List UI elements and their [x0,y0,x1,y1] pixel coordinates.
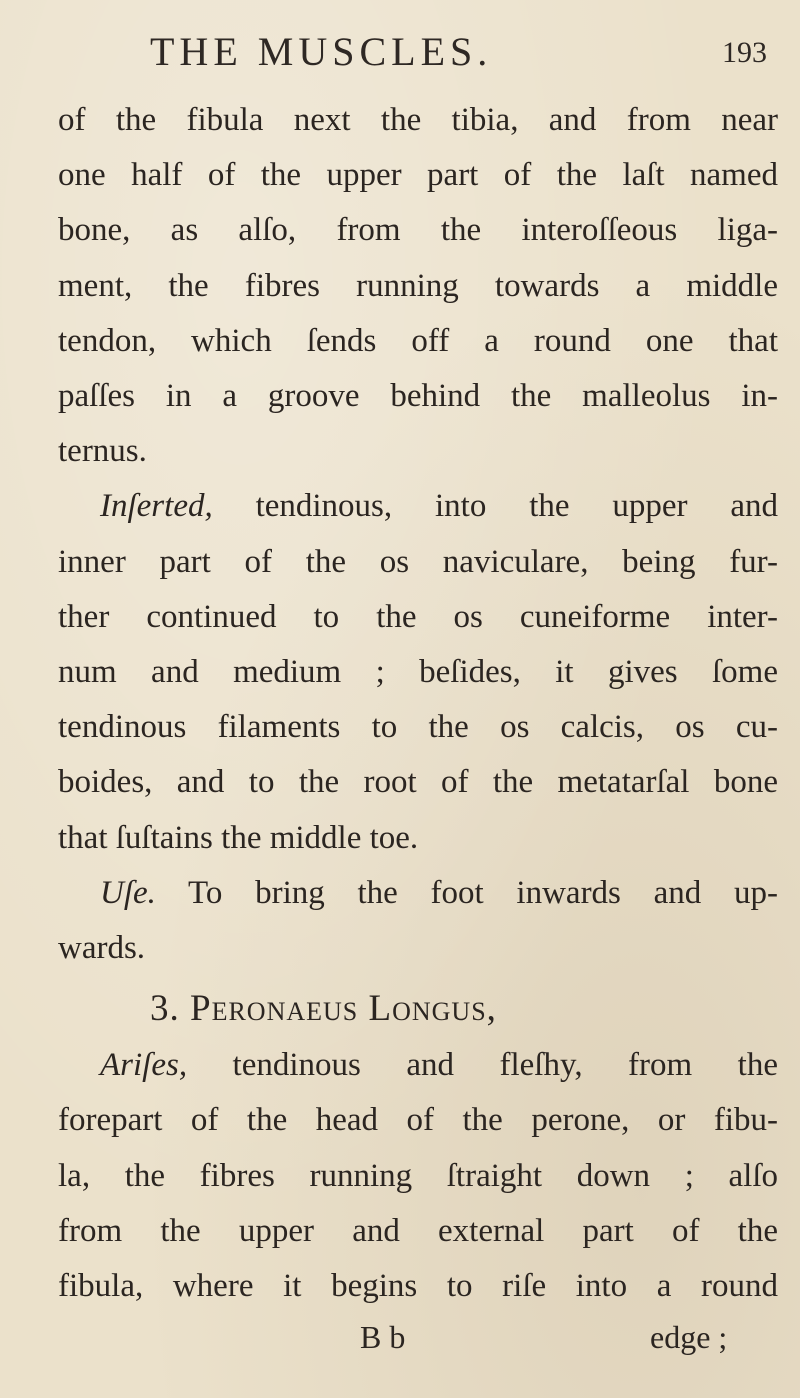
section-number: 3. [150,988,180,1029]
text-line: that ſuſtains the middle toe. [58,820,419,856]
text-span: tendinous, into the upper and [212,488,778,524]
text-line: ment, the fibres running towards a middle [58,268,778,304]
text-line: one half of the upper part of the laſt named [58,157,778,193]
text-line: num and medium ; beſides, it gives ſome [58,654,778,690]
text-line: la, the fibres running ſtraight down ; alſo [58,1158,778,1194]
text-line: of the fibula next the tibia, and from near [58,102,778,138]
text-line: bone, as alſo, from the interoſſeous liga- [58,212,778,248]
signature-mark: B b [360,1319,406,1355]
inserted-label: Inſerted, [100,488,213,524]
text-line: forepart of the head of the perone, or fibu- [58,1102,778,1138]
text-line: tendinous filaments to the os calcis, os cu- [58,709,778,745]
section-title: Peronaeus Longus, [190,988,497,1029]
catchword: edge ; [650,1319,728,1355]
page-header [0,22,800,82]
text-line: ther continued to the os cuneiforme inter- [58,599,778,635]
text-line: tendon, which ſends off a round one that [58,323,778,359]
text-line: boides, and to the root of the metatarſal bone [58,764,778,800]
text-line: paſſes in a groove behind the malleolus in- [58,378,778,414]
text-span: tendinous and fleſhy, from the [187,1047,778,1083]
text-span: To bring the foot inwards and up- [155,875,778,911]
text-line: fibula, where it begins to riſe into a round [58,1268,778,1304]
text-line: from the upper and external part of the [58,1213,778,1249]
text-line: inner part of the os naviculare, being fur- [58,544,778,580]
section-heading [150,987,710,1031]
paragraph-first-line [100,486,778,526]
arises-label: Ariſes, [100,1047,188,1083]
paragraph-first-line [100,873,778,913]
running-title: THE MUSCLES. [150,29,493,74]
page-number: 193 [722,36,767,69]
use-label: Uſe. [100,875,156,911]
paragraph-first-line [100,1045,778,1085]
text-line: wards. [58,930,146,966]
text-line: ternus. [58,433,147,469]
